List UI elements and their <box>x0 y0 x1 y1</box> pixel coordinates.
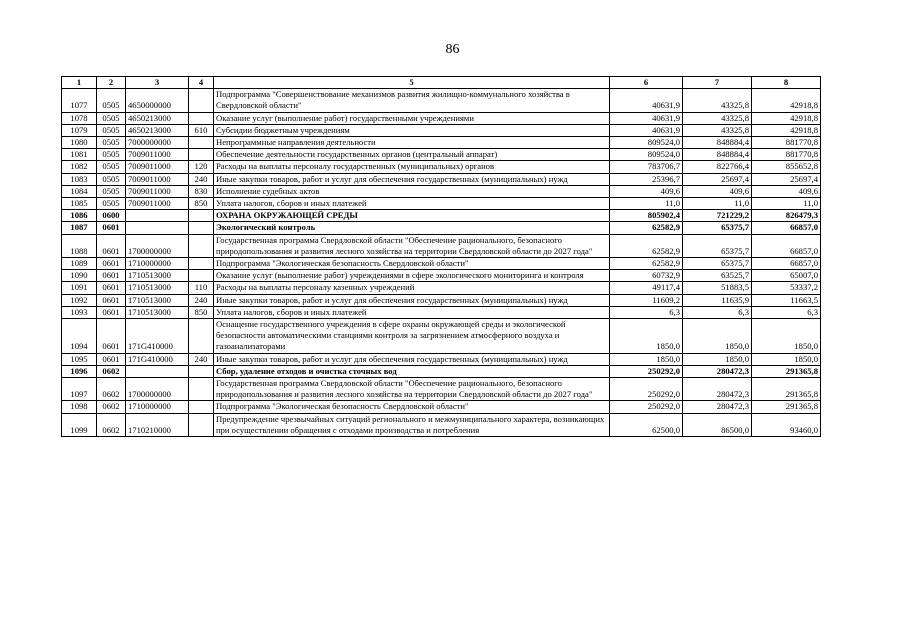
name-cell: Подпрограмма "Экологическая безопасность Свердловской области" <box>214 401 610 413</box>
row-number-cell: 1088 <box>62 234 97 257</box>
table-row <box>62 198 821 210</box>
target-code-cell: 1710000000 <box>126 401 189 413</box>
expense-type-cell: 240 <box>189 353 214 365</box>
amount-col-7-cell: 409,6 <box>683 185 752 197</box>
name-cell: Экологический контроль <box>214 222 610 234</box>
name-cell: Подпрограмма "Экологическая безопасность Свердловской области" <box>214 258 610 270</box>
amount-col-8-cell: 66857,0 <box>752 234 821 257</box>
expense-type-cell <box>189 137 214 149</box>
row-number-cell: 1085 <box>62 198 97 210</box>
amount-col-6-cell: 1850,0 <box>610 353 683 365</box>
name-cell: Государственная программа Свердловской области "Обеспечение рационального, безопасного природопользования и развития лесного хозяйства на территории Свердловской области до 2027 года" <box>214 234 610 257</box>
table-body <box>62 89 821 437</box>
name-cell: Расходы на выплаты персоналу казенных учреждений <box>214 282 610 294</box>
amount-col-7-cell: 6,3 <box>683 306 752 318</box>
name-cell: Непрограммные направления деятельности <box>214 137 610 149</box>
name-cell: Иные закупки товаров, работ и услуг для обеспечения государственных (муниципальных) нужд <box>214 353 610 365</box>
expense-type-cell: 240 <box>189 294 214 306</box>
amount-col-8-cell: 1850,0 <box>752 353 821 365</box>
name-cell: Иные закупки товаров, работ и услуг для обеспечения государственных (муниципальных) нужд <box>214 294 610 306</box>
budget-table <box>61 76 821 437</box>
amount-col-8-cell: 11,0 <box>752 198 821 210</box>
amount-col-8-cell: 826479,3 <box>752 210 821 222</box>
target-code-cell: 7009011000 <box>126 185 189 197</box>
row-number-cell: 1098 <box>62 401 97 413</box>
table-row <box>62 353 821 365</box>
expense-type-cell: 850 <box>189 306 214 318</box>
amount-col-7-cell: 280472,3 <box>683 401 752 413</box>
table-row <box>62 306 821 318</box>
amount-col-8-cell: 291365,8 <box>752 378 821 401</box>
section-code-cell: 0602 <box>97 378 126 401</box>
section-code-cell: 0505 <box>97 89 126 112</box>
row-number-cell: 1086 <box>62 210 97 222</box>
row-number-cell: 1092 <box>62 294 97 306</box>
target-code-cell: 7009011000 <box>126 161 189 173</box>
table-row <box>62 319 821 354</box>
name-cell: Государственная программа Свердловской области "Обеспечение рационального, безопасного природопользования и развития лесного хозяйства на территории Свердловской области до 2027 года" <box>214 378 610 401</box>
header-col-6: 6 <box>610 77 683 89</box>
amount-col-8-cell: 42918,8 <box>752 124 821 136</box>
amount-col-6-cell: 250292,0 <box>610 378 683 401</box>
section-code-cell: 0505 <box>97 124 126 136</box>
target-code-cell: 1710513000 <box>126 294 189 306</box>
section-code-cell: 0505 <box>97 161 126 173</box>
section-code-cell: 0601 <box>97 282 126 294</box>
expense-type-cell: 240 <box>189 173 214 185</box>
table-row <box>62 89 821 112</box>
header-col-5: 5 <box>214 77 610 89</box>
table-row <box>62 258 821 270</box>
row-number-cell: 1095 <box>62 353 97 365</box>
expense-type-cell <box>189 401 214 413</box>
table-row <box>62 137 821 149</box>
expense-type-cell: 110 <box>189 282 214 294</box>
amount-col-7-cell: 822766,4 <box>683 161 752 173</box>
section-code-cell: 0505 <box>97 149 126 161</box>
table-row <box>62 234 821 257</box>
section-code-cell: 0600 <box>97 210 126 222</box>
amount-col-8-cell: 1850,0 <box>752 319 821 354</box>
name-cell: ОХРАНА ОКРУЖАЮЩЕЙ СРЕДЫ <box>214 210 610 222</box>
table-header-row <box>62 77 821 89</box>
expense-type-cell: 830 <box>189 185 214 197</box>
target-code-cell: 7000000000 <box>126 137 189 149</box>
section-code-cell: 0505 <box>97 137 126 149</box>
amount-col-7-cell: 65375,7 <box>683 234 752 257</box>
expense-type-cell <box>189 234 214 257</box>
target-code-cell: 1710513000 <box>126 282 189 294</box>
amount-col-8-cell: 93460,0 <box>752 413 821 436</box>
amount-col-8-cell: 881770,8 <box>752 137 821 149</box>
table-row <box>62 413 821 436</box>
expense-type-cell: 850 <box>189 198 214 210</box>
amount-col-7-cell: 43325,8 <box>683 124 752 136</box>
expense-type-cell: 610 <box>189 124 214 136</box>
table-row <box>62 124 821 136</box>
row-number-cell: 1099 <box>62 413 97 436</box>
row-number-cell: 1094 <box>62 319 97 354</box>
name-cell: Исполнение судебных актов <box>214 185 610 197</box>
amount-col-7-cell: 65375,7 <box>683 222 752 234</box>
table-row <box>62 149 821 161</box>
amount-col-7-cell: 1850,0 <box>683 319 752 354</box>
row-number-cell: 1081 <box>62 149 97 161</box>
target-code-cell <box>126 210 189 222</box>
amount-col-8-cell: 855652,8 <box>752 161 821 173</box>
expense-type-cell <box>189 210 214 222</box>
header-col-8: 8 <box>752 77 821 89</box>
amount-col-6-cell: 250292,0 <box>610 401 683 413</box>
amount-col-6-cell: 62582,9 <box>610 258 683 270</box>
amount-col-6-cell: 809524,0 <box>610 149 683 161</box>
section-code-cell: 0601 <box>97 270 126 282</box>
name-cell: Оснащение государственного учреждения в сфере охраны окружающей среды и экологической безопасности автоматическими станциями контроля за загрязнением атмосферного воздуха и газоанализаторами <box>214 319 610 354</box>
section-code-cell: 0505 <box>97 198 126 210</box>
amount-col-8-cell: 409,6 <box>752 185 821 197</box>
amount-col-6-cell: 49117,4 <box>610 282 683 294</box>
name-cell: Иные закупки товаров, работ и услуг для обеспечения государственных (муниципальных) нужд <box>214 173 610 185</box>
table-row <box>62 210 821 222</box>
target-code-cell: 1710000000 <box>126 258 189 270</box>
amount-col-6-cell: 1850,0 <box>610 319 683 354</box>
amount-col-7-cell: 1850,0 <box>683 353 752 365</box>
expense-type-cell <box>189 413 214 436</box>
target-code-cell: 171G410000 <box>126 319 189 354</box>
expense-type-cell <box>189 365 214 377</box>
amount-col-6-cell: 62582,9 <box>610 234 683 257</box>
expense-type-cell <box>189 319 214 354</box>
amount-col-6-cell: 25396,7 <box>610 173 683 185</box>
table-row <box>62 161 821 173</box>
target-code-cell: 171G410000 <box>126 353 189 365</box>
amount-col-8-cell: 25697,4 <box>752 173 821 185</box>
amount-col-6-cell: 40631,9 <box>610 112 683 124</box>
amount-col-8-cell: 881770,8 <box>752 149 821 161</box>
name-cell: Сбор, удаление отходов и очистка сточных вод <box>214 365 610 377</box>
table-row <box>62 173 821 185</box>
amount-col-7-cell: 51883,5 <box>683 282 752 294</box>
target-code-cell: 1710513000 <box>126 306 189 318</box>
name-cell: Предупреждение чрезвычайных ситуаций регионального и межмуниципального характера, возникающих при осуществлении обращения с отходами производства и потребления <box>214 413 610 436</box>
amount-col-6-cell: 62500,0 <box>610 413 683 436</box>
name-cell: Уплата налогов, сборов и иных платежей <box>214 306 610 318</box>
amount-col-8-cell: 6,3 <box>752 306 821 318</box>
name-cell: Субсидии бюджетным учреждениям <box>214 124 610 136</box>
table-row <box>62 112 821 124</box>
target-code-cell: 7009011000 <box>126 173 189 185</box>
row-number-cell: 1083 <box>62 173 97 185</box>
row-number-cell: 1077 <box>62 89 97 112</box>
target-code-cell: 1710513000 <box>126 270 189 282</box>
target-code-cell: 1710210000 <box>126 413 189 436</box>
name-cell: Обеспечение деятельности государственных органов (центральный аппарат) <box>214 149 610 161</box>
name-cell: Оказание услуг (выполнение работ) учреждениями в сфере экологического мониторинга и контроля <box>214 270 610 282</box>
amount-col-6-cell: 40631,9 <box>610 89 683 112</box>
section-code-cell: 0505 <box>97 112 126 124</box>
header-col-3: 3 <box>126 77 189 89</box>
name-cell: Расходы на выплаты персоналу государственных (муниципальных) органов <box>214 161 610 173</box>
amount-col-6-cell: 11609,2 <box>610 294 683 306</box>
section-code-cell: 0505 <box>97 185 126 197</box>
amount-col-8-cell: 42918,8 <box>752 112 821 124</box>
amount-col-7-cell: 848884,4 <box>683 149 752 161</box>
amount-col-8-cell: 11663,5 <box>752 294 821 306</box>
header-col-4: 4 <box>189 77 214 89</box>
amount-col-8-cell: 65007,0 <box>752 270 821 282</box>
row-number-cell: 1080 <box>62 137 97 149</box>
amount-col-8-cell: 66857,0 <box>752 222 821 234</box>
section-code-cell: 0602 <box>97 413 126 436</box>
expense-type-cell <box>189 89 214 112</box>
amount-col-6-cell: 6,3 <box>610 306 683 318</box>
target-code-cell: 1700000000 <box>126 378 189 401</box>
target-code-cell: 7009011000 <box>126 198 189 210</box>
amount-col-8-cell: 291365,8 <box>752 401 821 413</box>
row-number-cell: 1096 <box>62 365 97 377</box>
amount-col-6-cell: 250292,0 <box>610 365 683 377</box>
table-row <box>62 294 821 306</box>
target-code-cell <box>126 222 189 234</box>
expense-type-cell <box>189 112 214 124</box>
target-code-cell: 1700000000 <box>126 234 189 257</box>
amount-col-6-cell: 809524,0 <box>610 137 683 149</box>
amount-col-7-cell: 280472,3 <box>683 365 752 377</box>
amount-col-6-cell: 40631,9 <box>610 124 683 136</box>
target-code-cell: 4650213000 <box>126 124 189 136</box>
table-row <box>62 378 821 401</box>
section-code-cell: 0601 <box>97 258 126 270</box>
section-code-cell: 0602 <box>97 365 126 377</box>
amount-col-6-cell: 60732,9 <box>610 270 683 282</box>
amount-col-7-cell: 63525,7 <box>683 270 752 282</box>
target-code-cell <box>126 365 189 377</box>
amount-col-7-cell: 11,0 <box>683 198 752 210</box>
amount-col-7-cell: 721229,2 <box>683 210 752 222</box>
row-number-cell: 1087 <box>62 222 97 234</box>
amount-col-6-cell: 783706,7 <box>610 161 683 173</box>
section-code-cell: 0601 <box>97 306 126 318</box>
section-code-cell: 0505 <box>97 173 126 185</box>
table-row <box>62 222 821 234</box>
name-cell: Подпрограмма "Совершенствование механизмов развития жилищно-коммунального хозяйства в Свердловской области" <box>214 89 610 112</box>
amount-col-6-cell: 409,6 <box>610 185 683 197</box>
row-number-cell: 1079 <box>62 124 97 136</box>
section-code-cell: 0601 <box>97 353 126 365</box>
amount-col-7-cell: 11635,9 <box>683 294 752 306</box>
table-row <box>62 401 821 413</box>
expense-type-cell <box>189 222 214 234</box>
row-number-cell: 1082 <box>62 161 97 173</box>
target-code-cell: 4650000000 <box>126 89 189 112</box>
amount-col-7-cell: 43325,8 <box>683 112 752 124</box>
table-row <box>62 185 821 197</box>
row-number-cell: 1078 <box>62 112 97 124</box>
section-code-cell: 0601 <box>97 294 126 306</box>
page-number: 86 <box>445 42 460 57</box>
name-cell: Оказание услуг (выполнение работ) государственными учреждениями <box>214 112 610 124</box>
row-number-cell: 1097 <box>62 378 97 401</box>
name-cell: Уплата налогов, сборов и иных платежей <box>214 198 610 210</box>
section-code-cell: 0601 <box>97 319 126 354</box>
amount-col-8-cell: 291365,8 <box>752 365 821 377</box>
target-code-cell: 7009011000 <box>126 149 189 161</box>
expense-type-cell: 120 <box>189 161 214 173</box>
amount-col-8-cell: 42918,8 <box>752 89 821 112</box>
row-number-cell: 1090 <box>62 270 97 282</box>
header-col-1: 1 <box>62 77 97 89</box>
amount-col-7-cell: 848884,4 <box>683 137 752 149</box>
amount-col-6-cell: 805902,4 <box>610 210 683 222</box>
expense-type-cell <box>189 258 214 270</box>
expense-type-cell <box>189 149 214 161</box>
row-number-cell: 1093 <box>62 306 97 318</box>
amount-col-6-cell: 11,0 <box>610 198 683 210</box>
amount-col-8-cell: 66857,0 <box>752 258 821 270</box>
amount-col-7-cell: 86500,0 <box>683 413 752 436</box>
target-code-cell: 4650213000 <box>126 112 189 124</box>
row-number-cell: 1091 <box>62 282 97 294</box>
amount-col-6-cell: 62582,9 <box>610 222 683 234</box>
section-code-cell: 0601 <box>97 234 126 257</box>
amount-col-7-cell: 43325,8 <box>683 89 752 112</box>
expense-type-cell <box>189 378 214 401</box>
row-number-cell: 1089 <box>62 258 97 270</box>
amount-col-8-cell: 53337,2 <box>752 282 821 294</box>
table-row <box>62 365 821 377</box>
table-row <box>62 282 821 294</box>
amount-col-7-cell: 65375,7 <box>683 258 752 270</box>
header-col-2: 2 <box>97 77 126 89</box>
amount-col-7-cell: 280472,3 <box>683 378 752 401</box>
amount-col-7-cell: 25697,4 <box>683 173 752 185</box>
expense-type-cell <box>189 270 214 282</box>
table-row <box>62 270 821 282</box>
row-number-cell: 1084 <box>62 185 97 197</box>
header-col-7: 7 <box>683 77 752 89</box>
section-code-cell: 0602 <box>97 401 126 413</box>
section-code-cell: 0601 <box>97 222 126 234</box>
